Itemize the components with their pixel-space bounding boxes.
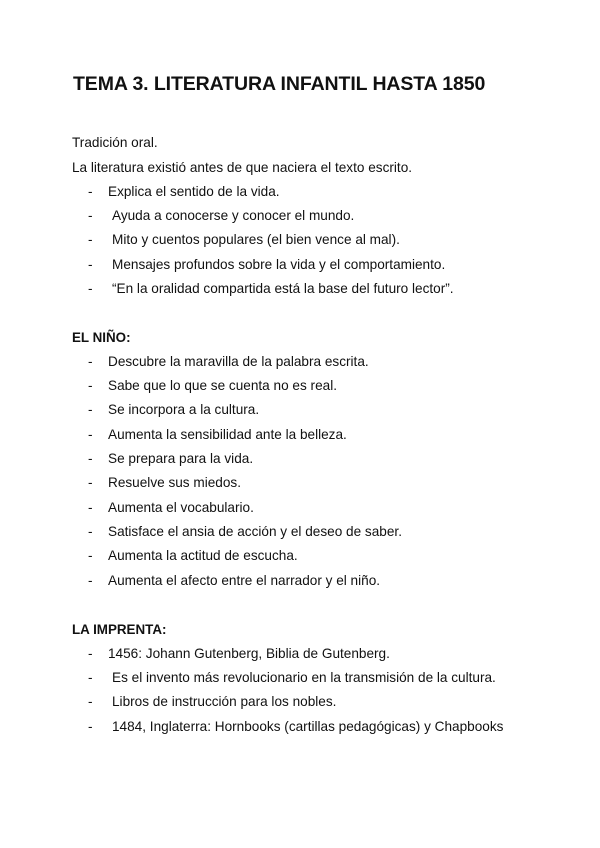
bullet-dash: - [88,646,93,661]
bullet-dash: - [88,694,93,709]
list-item-text: 1484, Inglaterra: Hornbooks (cartillas pedagógicas) y Chapbooks [112,719,504,734]
list-item-text: Aumenta la sensibilidad ante la belleza. [108,427,347,442]
intro-line-1: Tradición oral. [72,135,158,150]
bullet-dash: - [88,208,93,223]
bullet-dash: - [88,719,93,734]
bullet-dash: - [88,257,93,272]
section-heading-nino: EL NIÑO: [72,330,131,345]
list-item-text: 1456: Johann Gutenberg, Biblia de Gutenberg. [108,646,390,661]
bullet-dash: - [88,281,93,296]
list-item-text: “En la oralidad compartida está la base del futuro lector”. [112,281,454,296]
list-item-text: Mensajes profundos sobre la vida y el comportamiento. [112,257,446,272]
bullet-dash: - [88,184,93,199]
list-item-text: Aumenta la actitud de escucha. [108,548,298,563]
list-item-text: Se incorpora a la cultura. [108,402,260,417]
list-item-text: Ayuda a conocerse y conocer el mundo. [112,208,355,223]
page-title: TEMA 3. LITERATURA INFANTIL HASTA 1850 [73,73,486,95]
section-heading-imprenta: LA IMPRENTA: [72,622,167,637]
list-item-text: Es el invento más revolucionario en la transmisión de la cultura. [112,670,496,685]
bullet-dash: - [88,232,93,247]
list-item-text: Satisface el ansia de acción y el deseo de saber. [108,524,402,539]
intro-line-2: La literatura existió antes de que naciera el texto escrito. [72,160,413,175]
list-item-text: Descubre la maravilla de la palabra escrita. [108,354,369,369]
list-item-text: Explica el sentido de la vida. [108,184,280,199]
bullet-dash: - [88,354,93,369]
bullet-dash: - [88,670,93,685]
list-item-text: Se prepara para la vida. [108,451,254,466]
list-item-text: Aumenta el afecto entre el narrador y el niño. [108,573,381,588]
bullet-dash: - [88,573,93,588]
bullet-dash: - [88,524,93,539]
bullet-dash: - [88,548,93,563]
bullet-dash: - [88,427,93,442]
list-item-text: Libros de instrucción para los nobles. [112,694,337,709]
list-item-text: Mito y cuentos populares (el bien vence al mal). [112,232,400,247]
bullet-dash: - [88,402,93,417]
bullet-dash: - [88,475,93,490]
bullet-dash: - [88,451,93,466]
list-item-text: Resuelve sus miedos. [108,475,241,490]
list-item-text: Sabe que lo que se cuenta no es real. [108,378,337,393]
bullet-dash: - [88,378,93,393]
bullet-dash: - [88,500,93,515]
list-item-text: Aumenta el vocabulario. [108,500,254,515]
